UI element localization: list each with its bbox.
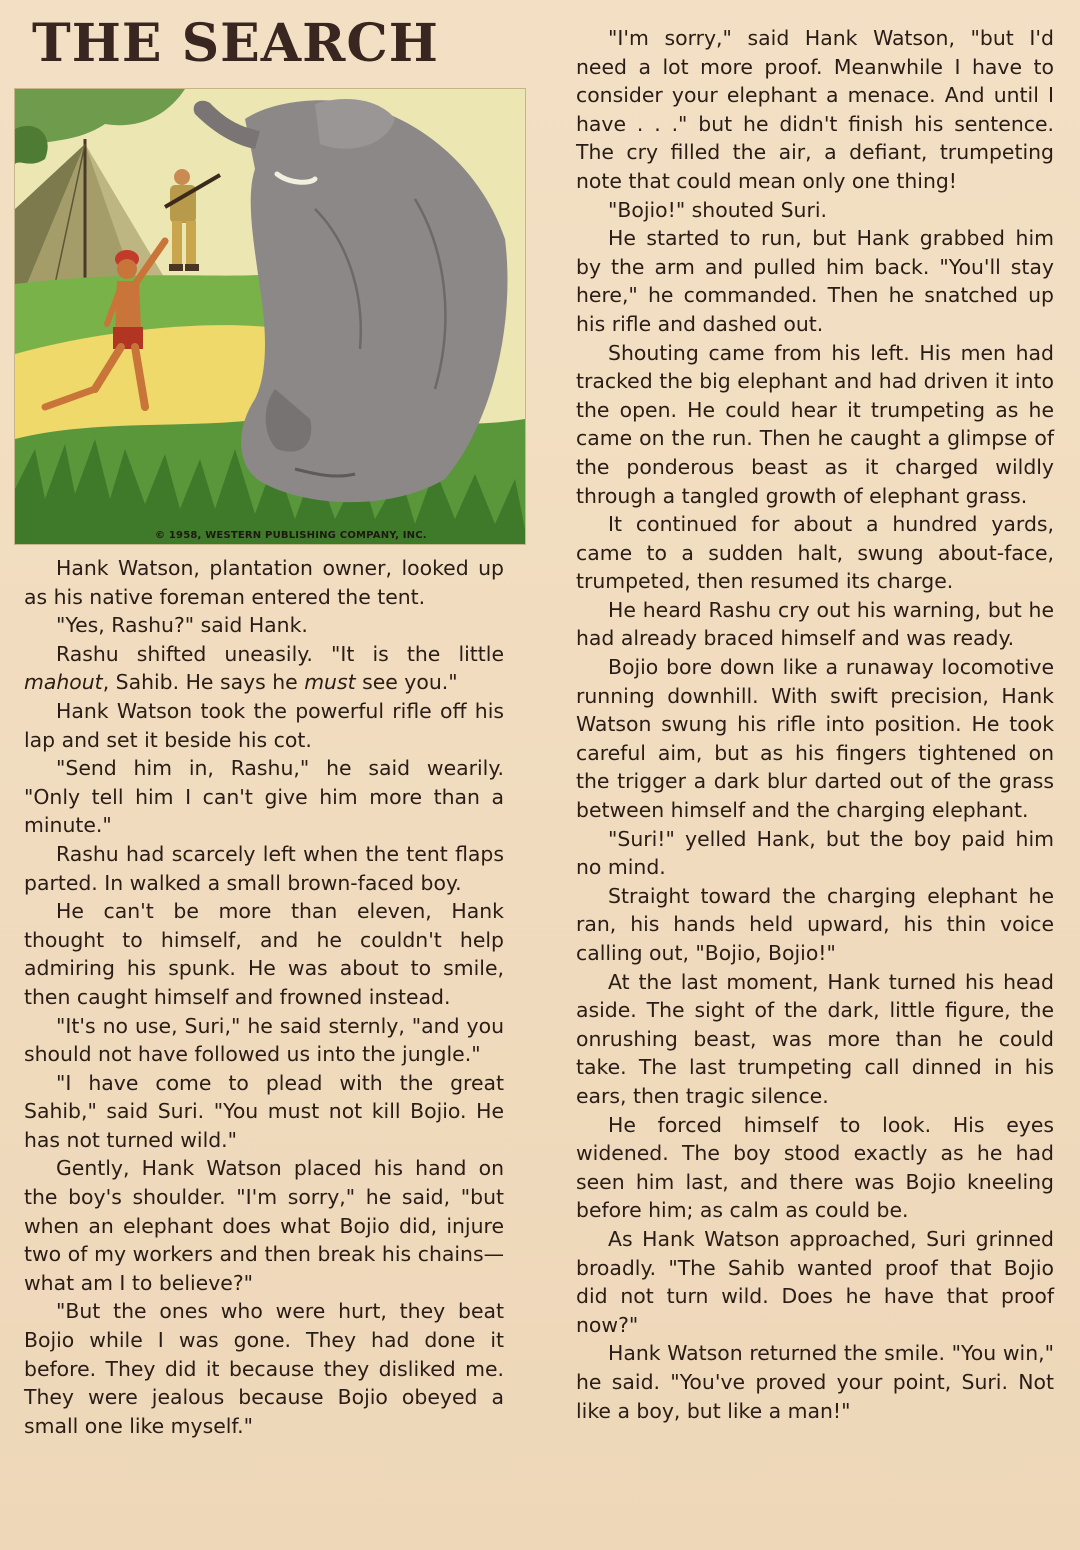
paragraph: Hank Watson took the powerful rifle off his lap and set it beside his cot. bbox=[24, 698, 504, 752]
paragraph: He can't be more than eleven, Hank thought to himself, and he couldn't help admiring his spunk. He was about to smile, then caught himself and frowned instead. bbox=[24, 899, 504, 1009]
paragraph: "Send him in, Rashu," he said wearily. "Only tell him I can't give him more than a minute." bbox=[24, 756, 504, 838]
copyright-credit: © 1958, WESTERN PUBLISHING COMPANY, INC. bbox=[155, 530, 427, 541]
paragraph: "Suri!" yelled Hank, but the boy paid him no mind. bbox=[576, 826, 1054, 880]
paragraph: It continued for about a hundred yards, came to a sudden halt, swung about-face, trumpeted, then resumed its charge. bbox=[576, 512, 1054, 594]
paragraph: He heard Rashu cry out his warning, but he had already braced himself and was ready. bbox=[576, 597, 1054, 651]
paragraph: He started to run, but Hank grabbed him by the arm and pulled him back. "You'll stay here," he commanded. Then he snatched up his rifle and dashed out. bbox=[576, 226, 1054, 336]
story-title: THE SEARCH bbox=[32, 13, 439, 74]
paragraph: Hank Watson, plantation owner, looked up as his native foreman entered the tent. bbox=[24, 556, 504, 609]
paragraph: Rashu had scarcely left when the tent flaps parted. In walked a small brown-faced boy. bbox=[24, 841, 504, 895]
left-column-text bbox=[24, 554, 504, 1440]
paragraph: Rashu shifted uneasily. "It is the little mahout, Sahib. He says he must see you." bbox=[24, 641, 504, 695]
paragraph: At the last moment, Hank turned his head aside. The sight of the dark, little figure, the onrushing beast, was more than he could take. The last trumpeting call dinned in his ears, then tragic silence. bbox=[576, 969, 1054, 1108]
paragraph: Hank Watson returned the smile. "You win," he said. "You've proved your point, Suri. Not like a boy, but like a man!" bbox=[576, 1341, 1054, 1423]
italic-word: must bbox=[304, 670, 356, 695]
paragraph: "I have come to plead with the great Sahib," said Suri. "You must not kill Bojio. He has not turned wild." bbox=[24, 1070, 504, 1152]
italic-word: mahout bbox=[24, 670, 103, 695]
story-illustration bbox=[14, 88, 526, 545]
paragraph: "I'm sorry," said Hank Watson, "but I'd need a lot more proof. Meanwhile I have to consider your elephant a menace. And until I have . . ." but he didn't finish his sentence. The cry filled the air, a defiant, trumpeting note that could mean only one thing! bbox=[576, 26, 1054, 193]
paragraph: Shouting came from his left. His men had tracked the big elephant and had driven it into the open. He could hear it trumpeting as he came on the run. Then he caught a glimpse of the ponderous beast as it charged wildly through a tangled growth of elephant grass. bbox=[576, 340, 1054, 508]
paragraph: "But the ones who were hurt, they beat Bojio while I was gone. They had done it before. They did it because they disliked me. They were jealous because Bojio obeyed a small one like myself." bbox=[24, 1299, 504, 1438]
paragraph: Straight toward the charging elephant he ran, his hands held upward, his thin voice calling out, "Bojio, Bojio!" bbox=[576, 883, 1054, 965]
paragraph: "Yes, Rashu?" said Hank. bbox=[56, 613, 308, 638]
paragraph: Bojio bore down like a runaway locomotive running downhill. With swift precision, Hank Watson swung his rifle into position. He took careful aim, but as his fingers tightened on the trigger a dark blur darted out of the grass between himself and the charging elephant. bbox=[576, 655, 1054, 823]
paragraph: "Bojio!" shouted Suri. bbox=[608, 197, 827, 222]
paragraph: As Hank Watson approached, Suri grinned broadly. "The Sahib wanted proof that Bojio did not turn wild. Does he have that proof now?" bbox=[576, 1226, 1054, 1337]
illustration-art bbox=[15, 89, 525, 544]
right-column-text bbox=[576, 24, 1054, 1425]
paragraph: "It's no use, Suri," he said sternly, "and you should not have followed us into the jungle." bbox=[24, 1013, 504, 1067]
paragraph: He forced himself to look. His eyes widened. The boy stood exactly as he had seen him last, and there was Bojio kneeling before him; as calm as could be. bbox=[576, 1112, 1054, 1223]
paragraph: Gently, Hank Watson placed his hand on the boy's shoulder. "I'm sorry," he said, "but when an elephant does what Bojio did, injure two of my workers and then break his chains—what am I to believe?" bbox=[24, 1156, 504, 1295]
